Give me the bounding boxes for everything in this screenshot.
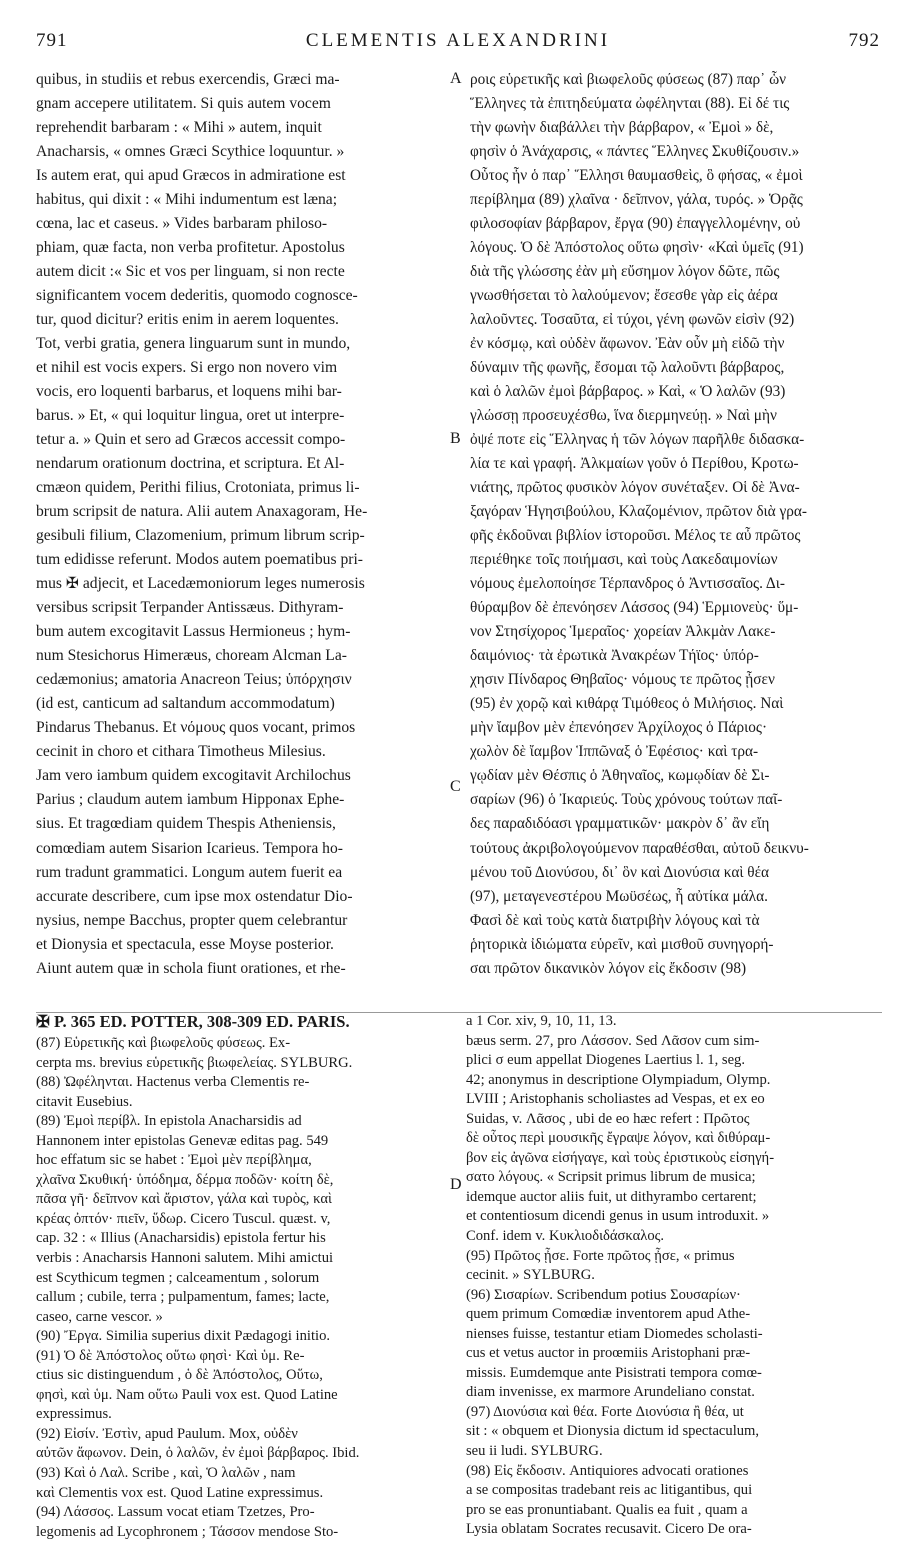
footnotes-left-column: [36, 1010, 450, 1542]
footnote-line: (95) Πρῶτος ᾖσε. Forte πρῶτος ᾖσε, « primus: [466, 1247, 735, 1264]
greek-text-line: λαλοῦντες. Τοσαῦτα, εἰ τύχοι, γένη φωνῶν εἰσὶν (92): [470, 311, 795, 329]
footnote-line: (94) Λάσσος. Lassum vocat etiam Tzetzes, Pro-: [36, 1504, 315, 1521]
latin-text-line: nendarum orationum doctrina, et scriptura. Et Al-: [36, 455, 345, 473]
greek-text-line: γῳδίαν μὲν Θέσπις ὁ Ἀθηναῖος, κωμῳδίαν δὲ Σι-: [470, 767, 770, 785]
footnote-line: (87) Εὑρετικῆς καὶ βιωφελοῦς φύσεως. Ex-: [36, 1035, 291, 1051]
greek-text-line: γνωσθήσεται τὸ λαλούμενον; ἔσεσθε γὰρ εἰς ἀέρα: [470, 287, 778, 305]
footnote-line: πᾶσα γῆ· δεῖπνον καὶ ἄριστον, γάλα καὶ τυρὸς, καὶ: [36, 1191, 332, 1208]
page-number-right: 792: [848, 30, 880, 51]
latin-text-line: cœna, lac et caseus. » Vides barbaram philoso-: [36, 215, 328, 233]
footnote-line: callum ; cubile, terra ; pulpamentum, fames; lacte,: [36, 1289, 330, 1306]
greek-text-line: χωλὸν δὲ ἴαμβον Ἱππῶναξ ὁ Ἐφέσιος· καὶ τρα-: [470, 743, 759, 761]
footnote-line: pro se eas pronuntiabant. Qualis ea fuit , quam a: [466, 1501, 748, 1518]
greek-text-line: διὰ τῆς γλώσσης ἐὰν μὴ εὔσημον λόγον δῶτε, πῶς: [470, 263, 780, 281]
footnote-line: (97) Διονύσια καὶ θέα. Forte Διονύσια ἢ θέα, ut: [466, 1403, 744, 1420]
greek-text-line: γλώσσῃ προσευχέσθω, ἵνα διερμηνεύῃ. » Ναὶ μὴν: [470, 407, 777, 425]
margin-mark-a: A: [450, 70, 462, 87]
footnote-line: χλαῖνα Σκυθική· ὑπόδημα, δέρμα ποδῶν· κοίτη δὲ,: [36, 1171, 334, 1188]
latin-text-line: cedæmonius; amatoria Anacreon Teius; ὑπόρχησιν: [36, 671, 352, 689]
greek-text-line: νον Στησίχορος Ἱμεραῖος· χορείαν Ἀλκμὰν Λακε-: [470, 623, 776, 641]
greek-text-line: ἐν κόσμῳ, καὶ οὐδὲν ἄφωνον. Ἐὰν οὖν μὴ εἰδῶ τὴν: [470, 335, 785, 353]
footnote-line: (91) Ὁ δὲ Ἀπόστολος οὕτω φησὶ· Καὶ ὑμ. Re-: [36, 1347, 305, 1364]
latin-text-line: num Stesichorus Himeræus, choream Alcman La-: [36, 647, 347, 665]
greek-text-line: περιέθηκε τοῖς ποιήμασι, καὶ τοὺς Λακεδαιμονίων: [470, 551, 778, 569]
footnote-line: 42; anonymus in descriptione Olympiadum, Olymp.: [466, 1071, 771, 1088]
greek-text-line: σαρίων (96) ὁ Ἰκαριεύς. Τοὺς χρόνους τούτων παῖ-: [470, 791, 783, 809]
footnote-line: σατο λόγους. « Scripsit primus librum de musica;: [466, 1169, 756, 1186]
greek-text-line: φιλοσοφίαν βάρβαρον, ἔργα (90) ἐπαγγελλομένην, οὐ: [470, 215, 801, 233]
latin-text-line: bum autem excogitavit Lassus Hermioneus ; hym-: [36, 623, 351, 641]
greek-text-line: δες παραδιδόασι γραμματικῶν· μακρὸν δ᾽ ἂν εἴη: [470, 815, 770, 833]
greek-text-line: μὴν ἴαμβον μὲν ἐπενόησεν Ἀρχίλοχος ὁ Πάριος·: [470, 719, 768, 737]
greek-text-line: δύναμιν τῆς φωνῆς, ἔσομαι τῷ λαλοῦντι βάρβαρος,: [470, 359, 785, 377]
greek-text-line: δαιμόνιος· τὰ ἐρωτικὰ Ἀνακρέων Τήϊος· ὑπόρ-: [470, 647, 759, 665]
latin-text-line: sius. Et tragœdiam quidem Thespis Atheniensis,: [36, 815, 336, 833]
latin-text-line: quibus, in studiis et rebus exercendis, Græci ma-: [36, 71, 340, 88]
page-number-left: 791: [36, 30, 68, 51]
latin-text-column: [36, 68, 446, 981]
footnote-line: et contentiosum dicendi genus in usum introduxit. »: [466, 1208, 770, 1225]
greek-text-line: (97), μεταγενεστέρου Μωϋσέως, ἧ αὐτίκα μάλα.: [470, 887, 768, 905]
footnote-line: Suidas, v. Λᾶσος , ubi de eo hæc refert : Πρῶτος: [466, 1110, 750, 1127]
footnote-line: caseo, carne vescor. »: [36, 1308, 163, 1325]
latin-text-line: et nihil est vocis expers. Si ergo non novero vim: [36, 359, 338, 377]
latin-text-line: tur, quod dicitur? eritis enim in aerem loquentes.: [36, 311, 339, 329]
latin-text-line: rum tradunt grammatici. Longum autem fuerit ea: [36, 863, 343, 881]
page-header: [36, 30, 880, 60]
latin-text-line: Pindarus Thebanus. Et νόμους quos vocant, primos: [36, 719, 356, 737]
latin-text-line: versibus scripsit Terpander Antissæus. Dithyram-: [36, 599, 344, 617]
running-title: CLEMENTIS ALEXANDRINI: [305, 30, 611, 51]
footnote-line: (92) Εἰσίν. Ἐστὶν, apud Paulum. Mox, οὐδὲν: [36, 1425, 298, 1442]
latin-text-line: tum edidisse referunt. Modos autem poematibus pri-: [36, 551, 363, 569]
footnote-line: φησὶ, καὶ ὑμ. Nam οὕτω Pauli vox est. Quod Latine: [36, 1386, 338, 1403]
greek-text-line: Οὗτος ἦν ὁ παρ᾽ Ἕλλησι θαυμασθεὶς, ὃ φήσας, « ἐμοὶ: [470, 167, 803, 185]
latin-text-line: Anacharsis, « omnes Græci Scythice loquuntur. »: [36, 143, 345, 161]
greek-text-line: τούτους ἀκριβολογούμενον παραθέσθαι, αὐτοῦ δεικνυ-: [470, 839, 809, 857]
latin-text-line: cecinit in choro et cithara Timotheus Milesius.: [36, 743, 326, 761]
footnote-line: plici σ eum appellat Diogenes Laertius l. 1, seg.: [466, 1052, 745, 1069]
footnote-line: Conf. idem v. Κυκλιοδιδάσκαλος.: [466, 1228, 665, 1245]
latin-text-line: accurate describere, cum ipse mox ostendatur Dio-: [36, 887, 353, 905]
latin-text-line: nysius, nempe Bacchus, propter quem celebrantur: [36, 911, 348, 929]
margin-mark-c: C: [450, 778, 461, 795]
greek-text-line: φησὶν ὁ Ἀνάχαρσις, « πάντες Ἕλληνες Σκυθίζουσιν.»: [470, 143, 800, 161]
greek-text-line: φῆς ἐκδοῦναι βιβλίον ἱστοροῦσι. Μέλος τε αὖ πρῶτος: [470, 527, 801, 545]
margin-mark-b: B: [450, 430, 461, 447]
footnote-line: cus et vetus auctor in proœmiis Aristophani præ-: [466, 1345, 751, 1362]
greek-text-line: σαι πρῶτον δικανικὸν λόγον εἰς ἔκδοσιν (98): [470, 959, 747, 977]
latin-text-line: Parius ; claudum autem iambum Hipponax Ephe-: [36, 791, 345, 809]
footnote-line: αὐτῶν ἄφωνον. Dein, ὁ λαλῶν, ἐν ἐμοὶ βάρβαρος. Ibid.: [36, 1445, 360, 1462]
footnote-line: quem primum Comœdiæ inventorem apud Athe-: [466, 1306, 751, 1323]
greek-text-line: καὶ ὁ λαλῶν ἐμοὶ βάρβαρος. » Καὶ, « Ὁ λαλῶν (93): [470, 383, 786, 401]
footnote-line: diam invenisse, ex marmore Arundeliano constat.: [466, 1384, 755, 1401]
footnote-line: (93) Καὶ ὁ Λαλ. Scribe , καὶ, Ὁ λαλῶν , nam: [36, 1465, 296, 1482]
footnote-line: (89) Ἐμοὶ περίβλ. In epistola Anacharsidis ad: [36, 1113, 302, 1130]
greek-text-line: Ἕλληνες τὰ ἐπιτηδεύματα ὠφέληνται (88). Εἰ δέ τις: [470, 95, 790, 113]
footnote-line: idemque auctor aliis fuit, ut dithyrambo certarent;: [466, 1188, 757, 1205]
latin-text-line: barus. » Et, « qui loquitur lingua, oret ut interpre-: [36, 407, 345, 425]
greek-text-line: θύραμβον δὲ ἐπενόησεν Λάσσος (94) Ἑρμιονεὺς· ὕμ-: [470, 599, 799, 617]
greek-text-line: λόγους. Ὁ δὲ Ἀπόστολος οὕτω φησὶν· «Καὶ ὑμεῖς (91): [470, 239, 804, 257]
footnote-line: nienses fuisse, testantur etiam Diomedes scholasti-: [466, 1325, 763, 1342]
footnote-line: (98) Εἰς ἔκδοσιν. Antiquiores advocati orationes: [466, 1462, 749, 1479]
footnote-line: citavit Eusebius.: [36, 1093, 133, 1110]
footnote-line: καὶ Clementis vox est. Quod Latine expressimus.: [36, 1484, 324, 1501]
latin-text-line: autem dicit :« Sic et vos per linguam, si non recte: [36, 263, 345, 281]
footnote-line: expressimus.: [36, 1406, 112, 1423]
latin-text-line: gnam accepere utilitatem. Si quis autem vocem: [36, 95, 331, 113]
footnote-line: a 1 Cor. xiv, 9, 10, 11, 13.: [466, 1013, 617, 1029]
margin-mark-d: D: [450, 1176, 462, 1193]
greek-text-column: [470, 68, 882, 981]
greek-text-line: χησιν Πίνδαρος Θηβαῖος· νόμους τε πρῶτος ᾖσεν: [470, 671, 775, 689]
footnote-line: est Scythicum tegmen ; calceamentum , solorum: [36, 1269, 320, 1286]
latin-text-line: et Dionysia et spectacula, esse Moyse posterior.: [36, 935, 334, 953]
latin-text-line: comœdiam autem Sisarion Icarieus. Tempora ho-: [36, 839, 343, 857]
greek-text-line: νιάτης, πρῶτος φυσικὸν λόγον συνέταξεν. Οἱ δὲ Ἀνα-: [470, 479, 800, 497]
footnote-line: κρέας ὀπτόν· πιεῖν, ὕδωρ. Cicero Tuscul. quæst. v,: [36, 1210, 331, 1227]
footnote-line: LVIII ; Aristophanis scholiastes ad Vespas, et ex eo: [466, 1091, 765, 1108]
footnote-line: hoc effatum sic se habet : Ἐμοὶ μὲν περίβλημα,: [36, 1152, 312, 1169]
greek-text-line: ξαγόραν Ἡγησιβούλου, Κλαζομένιον, πρῶτον διὰ γρα-: [470, 503, 808, 521]
footnote-line: (88) Ὠφέληνται. Hactenus verba Clementis re-: [36, 1074, 310, 1091]
footnote-line: verbis : Anacharsis Hannoni salutem. Mihi amictui: [36, 1250, 334, 1267]
footnote-line: Lysia oblatam Socrates recusavit. Cicero De ora-: [466, 1521, 752, 1538]
greek-text-line: μένου τοῦ Διονύσου, δι᾽ ὃν καὶ Διονύσια καὶ θέα: [470, 863, 770, 881]
footnote-line: bæus serm. 27, pro Λάσσον. Sed Λᾶσον cum sim-: [466, 1032, 760, 1049]
greek-text-line: Φασὶ δὲ καὶ τοὺς κατὰ διατριβὴν λόγους καὶ τὰ: [470, 911, 760, 929]
latin-text-line: Is autem erat, qui apud Græcos in admiratione est: [36, 167, 346, 185]
latin-text-line: Aiunt autem quæ in schola fiunt orationes, et rhe-: [36, 959, 346, 977]
latin-text-line: brum scripsit de natura. Alii autem Anaxagoram, He-: [36, 503, 368, 521]
footnote-line: cecinit. » SYLBURG.: [466, 1267, 595, 1284]
footnote-line: βον εἰς ἀγῶνα εἰσήγαγε, καὶ τοὺς ἐριστικοὺς εἰσηγή-: [466, 1149, 775, 1166]
latin-text-line: significantem vocem dederitis, quomodo cognosce-: [36, 287, 358, 305]
greek-text-line: (95) ἐν χορῷ καὶ κιθάρᾳ Τιμόθεος ὁ Μιλήσιος. Ναὶ: [470, 695, 784, 713]
latin-text-line: Jam vero iambum quidem excogitavit Archilochus: [36, 767, 351, 785]
footnote-line: a se compositas tradebant reis ac litigantibus, qui: [466, 1482, 753, 1499]
latin-text-line: habitus, qui dixit : « Mihi indumentum est læna;: [36, 191, 338, 209]
footnote-line: δὲ οὗτος περὶ μουσικῆς ἔγραψε λόγον, καὶ διθύραμ-: [466, 1130, 771, 1147]
latin-text-line: reprehendit barbaram : « Mihi » autem, inquit: [36, 119, 322, 137]
footnote-line: seu ii ludi. SYLBURG.: [466, 1443, 603, 1460]
footnote-line: legomenis ad Lycophronem ; Τάσσον mendose Sto-: [36, 1523, 339, 1540]
footnote-line: ✠ P. 365 ED. POTTER, 308-309 ED. PARIS.: [36, 1012, 350, 1031]
latin-text-line: vocis, ero loquenti barbarus, et loquens mihi bar-: [36, 383, 342, 401]
footnote-line: ctius sic distinguendum , ὁ δὲ Ἀπόστολος, Οὕτω,: [36, 1367, 323, 1384]
latin-text-line: (id est, canticum ad saltandum accommodatum): [36, 695, 335, 713]
footnote-line: Hannonem inter epistolas Genevæ editas pag. 549: [36, 1132, 329, 1149]
footnote-line: (96) Σισαρίων. Scribendum potius Σουσαρίων·: [466, 1286, 741, 1303]
latin-text-line: tetur a. » Quin et sero ad Græcos accessit compo-: [36, 431, 346, 449]
latin-text-line: cmæon quidem, Perithi filius, Crotoniata, primus li-: [36, 479, 360, 497]
greek-text-line: ροις εὑρετικῆς καὶ βιωφελοῦς φύσεως (87) παρ᾽ ὧν: [470, 71, 787, 88]
latin-text-line: phiam, quæ facta, non verba profitetur. Apostolus: [36, 239, 345, 257]
latin-text-line: Tot, verbi gratia, genera linguarum sunt in mundo,: [36, 335, 351, 353]
greek-text-line: ὀψέ ποτε εἰς Ἕλληνας ἡ τῶν λόγων παρῆλθε διδασκα-: [470, 431, 805, 449]
greek-text-line: τὴν φωνὴν διαβάλλει τὴν βάρβαρον, « Ἐμοὶ » δὲ,: [470, 119, 774, 137]
footnote-line: (90) Ἔργα. Similia superius dixit Pædagogi initio.: [36, 1328, 331, 1345]
greek-text-line: λία τε καὶ γραφή. Ἀλκμαίων γοῦν ὁ Περίθου, Κροτω-: [470, 455, 799, 473]
greek-text-line: ῥητορικὰ ἰδιώματα εὑρεῖν, καὶ μισθοῦ συνηγορή-: [470, 935, 774, 953]
latin-text-line: mus ✠ adjecit, et Lacedæmoniorum leges numerosis: [36, 575, 365, 593]
footnote-line: cerpta ms. brevius εὑρετικῆς βιωφελείας. SYLBURG.: [36, 1054, 353, 1071]
latin-text-line: gesibuli filium, Clazomenium, primum librum scrip-: [36, 527, 365, 545]
footnote-line: cap. 32 : « Illius (Anacharsidis) epistola fertur his: [36, 1230, 326, 1247]
footnote-line: sit : « obquem et Dionysia dictum id spectaculum,: [466, 1423, 760, 1440]
footnotes-right-column: [466, 1012, 882, 1540]
greek-text-line: περίβλημα (89) χλαῖνα · δεῖπνον, γάλα, τυρός. » Ὁρᾷς: [470, 191, 803, 209]
footnote-line: missis. Eumdemque ante Pisistrati tempora comœ-: [466, 1364, 762, 1381]
greek-text-line: νόμους ἐμελοποίησε Τέρπανδρος ὁ Ἀντισσαῖος. Δι-: [470, 575, 785, 593]
